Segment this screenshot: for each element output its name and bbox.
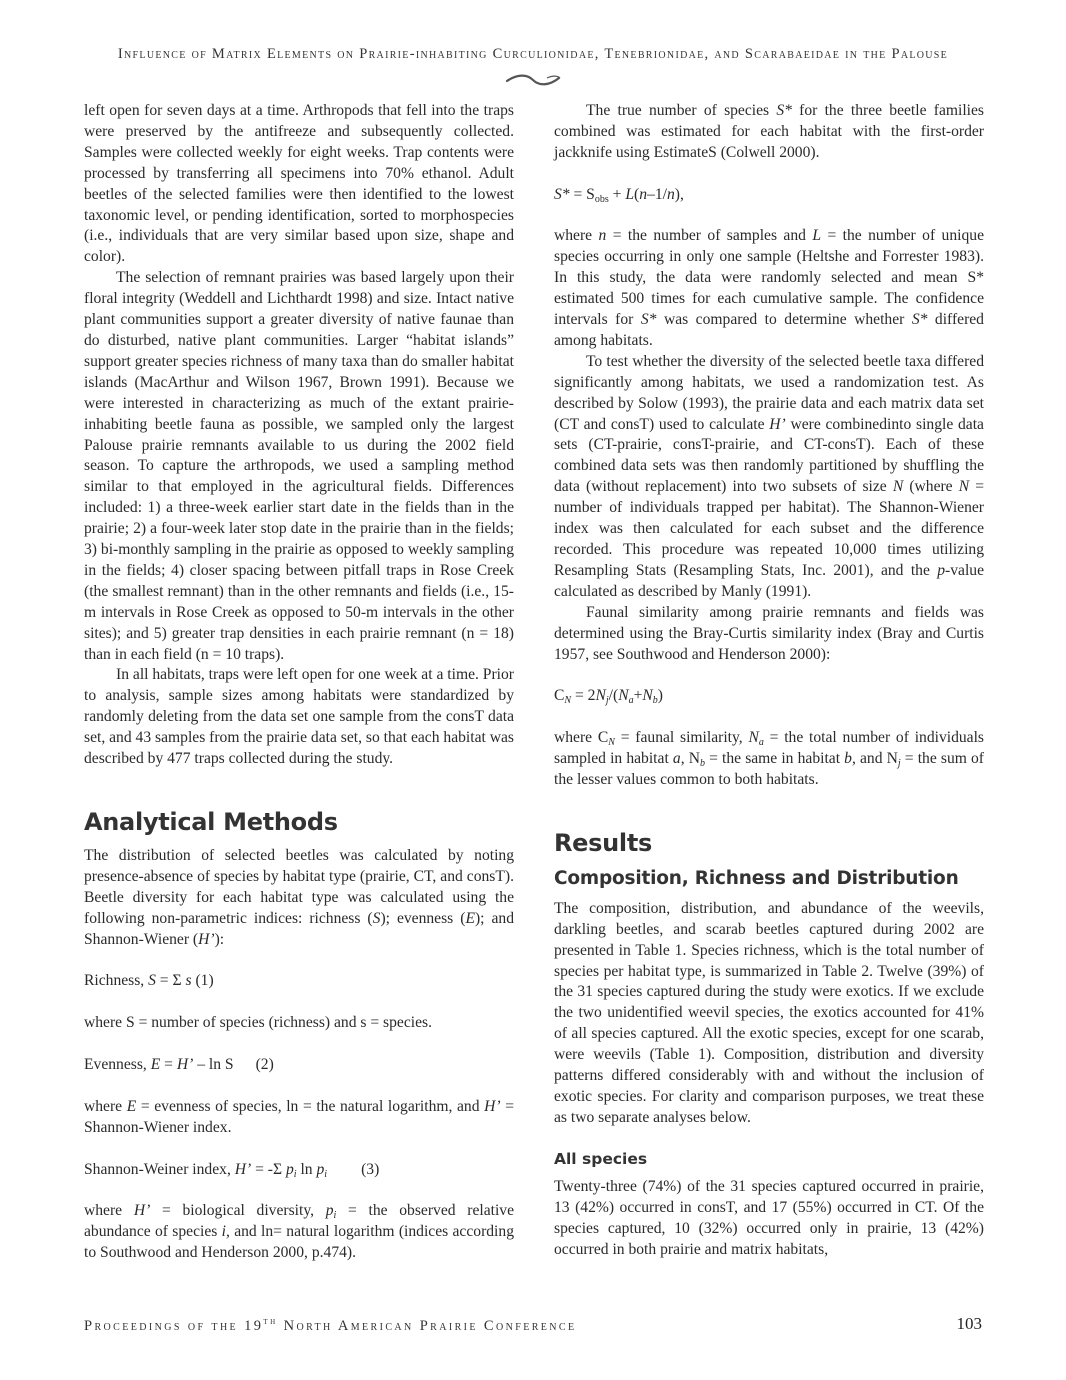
paragraph: The distribution of selected beetles was calculated by noting presence-absence of species by habitat type (prairie, CT, and consT). Beetle diversity for each habitat type was calculated using the following non-parametric indices: richness (S); evenness (E); and Shannon-Wiener (H’): <box>84 847 514 948</box>
equation-shannon: Shannon-Weiner index, H’ = -Σ $p_i$ $\ln p_i$ (3) <box>84 1160 380 1180</box>
equation-bray-curtis: $C_N = 2N_j/(N_a+N_b)$ <box>554 687 663 707</box>
section-heading-analytical-methods: Analytical Methods <box>84 808 338 836</box>
equation-evenness: Evenness, E = H’ – ln S (2) <box>84 1056 274 1074</box>
equation-definition: where H’ = biological diversity, $p_i$ = the observed relative abundance of species i, and ln= natural logarithm (indices according to Southwood and Henderson 2000, p.474). <box>84 1202 514 1262</box>
running-title: Influence of Matrix Elements on Prairie-inhabiting Curculionidae, Tenebrionidae, and Scarabaeidae in the Palouse <box>117 46 949 62</box>
swash-ornament-icon <box>503 72 563 88</box>
paragraph: In all habitats, traps were left open for one week at a time. Prior to analysis, sample sizes among habitats were standardized by randomly deleting from the data set one sample from the consT data set, and 43 samples from the prairie data set, so that each habitat was described by 477 traps collected during the study. <box>84 666 514 768</box>
equation-jackknife: $S* = S_{obs} + L(n-1/n)$, <box>554 185 684 205</box>
section-heading-results: Results <box>554 828 653 857</box>
equation-definition: where E = evenness of species, ln = the natural logarithm, and H’ = Shannon-Wiener index. <box>84 1097 515 1136</box>
left-column <box>84 101 514 1264</box>
paragraph: The selection of remnant prairies was based largely upon their floral integrity (Weddell and Lichthardt 1998) and size. Intact native plant communities support a greater diversity of native faunae than do disturbed, native plant communities. Larger “habitat islands” support greater species richness of many taxa than do smaller habitat islands (MacArthur and Wilson 1967, Brown 1991). Because we were interested in characterizing as much of the extant prairie-inhabiting beetle fauna as possible, we sampled only the largest Palouse prairie remnants available to us during the 2002 field season. To capture the arthropods, we used a sampling method similar to that employed in the agricultural fields. Differences included: 1) a three-week earlier start date in the fields than in the prairie; 2) a four-week later stop date in the prairie than in the fields; 3) bi-monthly sampling in the prairie as opposed to weekly sampling in the fields; 4) closer spacing between pitfall traps in Rose Creek (the smallest remnant) than in the other remnants and fields (i.e., 15-m intervals in Rose Creek as opposed to 50-m intervals in the other sites); and 5) greater trap densities in each prairie remnant (n = 18) than in each field (n = 10 traps). <box>84 269 514 663</box>
paragraph: left open for seven days at a time. Arthropods that fell into the traps were preserved by the antifreeze and subsequently collected. Samples were collected weekly for eight weeks. Trap contents were processed by transferring all specimens into 70% ethanol. Adult beetles of the selected families were then identified to the lowest taxonomic level, or pending identification, sorted to morphospecies (i.e., individuals that are very similar based upon size, shape and color). <box>84 102 514 266</box>
equation-definition: where S = number of species (richness) and s = species. <box>84 1014 432 1032</box>
page-number: 103 <box>956 1314 982 1333</box>
equation-definition: where $C_N$ = faunal similarity, $N_a$ = the total number of individuals sampled in habitat a, $N_b$ = the same in habitat b, and $N_j$ = the sum of the lesser values common to both habitats. <box>554 729 984 788</box>
paragraph: The true number of species S* for the three beetle families combined was estimated for each habitat with the first-order jackknife using EstimateS (Colwell 2000). <box>554 102 984 161</box>
paragraph: The composition, distribution, and abundance of the weevils, darkling beetles, and scarab beetles captured during 2002 are presented in Table 1. Species richness, which is the total number of species per habitat type, is summarized in Table 2. Twelve (39%) of the 31 species captured during the study were exotics. If we exclude the two unidentified weevil species, the exotics accounted for 41% of all species captured. All the exotic species, except for one scarab, were weevils (Table 1). Composition, distribution and diversity patterns differed considerably with and without the inclusion of exotic species. For clarity and comparison purposes, we treat these as two separate analyses below. <box>554 899 984 1126</box>
paragraph: Twenty-three (74%) of the 31 species captured occurred in prairie, 13 (42%) occurred in consT, and 17 (55%) occurred in CT. Of the species captured, 10 (32%) occurred only in prairie, 13 (42%) occurred in both prairie and matrix habitats, <box>554 1177 984 1258</box>
equation-richness: Richness, S = Σ s (1) <box>84 972 214 990</box>
paragraph: Faunal similarity among prairie remnants and fields was determined using the Bray-Curtis similarity index (Bray and Curtis 1957, see Southwood and Henderson 2000): <box>554 603 984 663</box>
subsection-heading-all-species: All species <box>554 1149 648 1168</box>
right-column <box>554 101 984 1260</box>
subsection-heading-composition: Composition, Richness and Distribution <box>554 867 959 889</box>
proceedings-footer: Proceedings of the 19th North American Prairie Conference <box>84 1316 577 1334</box>
paragraph: To test whether the diversity of the selected beetle taxa differed significantly among habitats, we used a randomization test. As described by Solow (1993), the prairie data and each matrix data set (CT and consT) used to calculate H’ were combinedinto single data sets (CT-prairie, consT-prairie, and CT-consT). Each of these combined data sets was then randomly partitioned by shuffling the data (without replacement) into two subsets of size N (where N = number of individuals trapped per habitat). The Shannon-Wiener index was then calculated for each subset and the difference recorded. This procedure was repeated 10,000 times utilizing Resampling Stats (Resampling Stats, Inc. 2001), and the p-value calculated as described by Manly (1991). <box>554 352 984 600</box>
paragraph: where n = the number of samples and L = the number of unique species occurring in only one sample (Heltshe and Forrester 1983). In this study, the data were randomly selected and mean S* estimated 500 times for each cumulative sample. The confidence intervals for S* was compared to determine whether S* differed among habitats. <box>554 227 984 349</box>
